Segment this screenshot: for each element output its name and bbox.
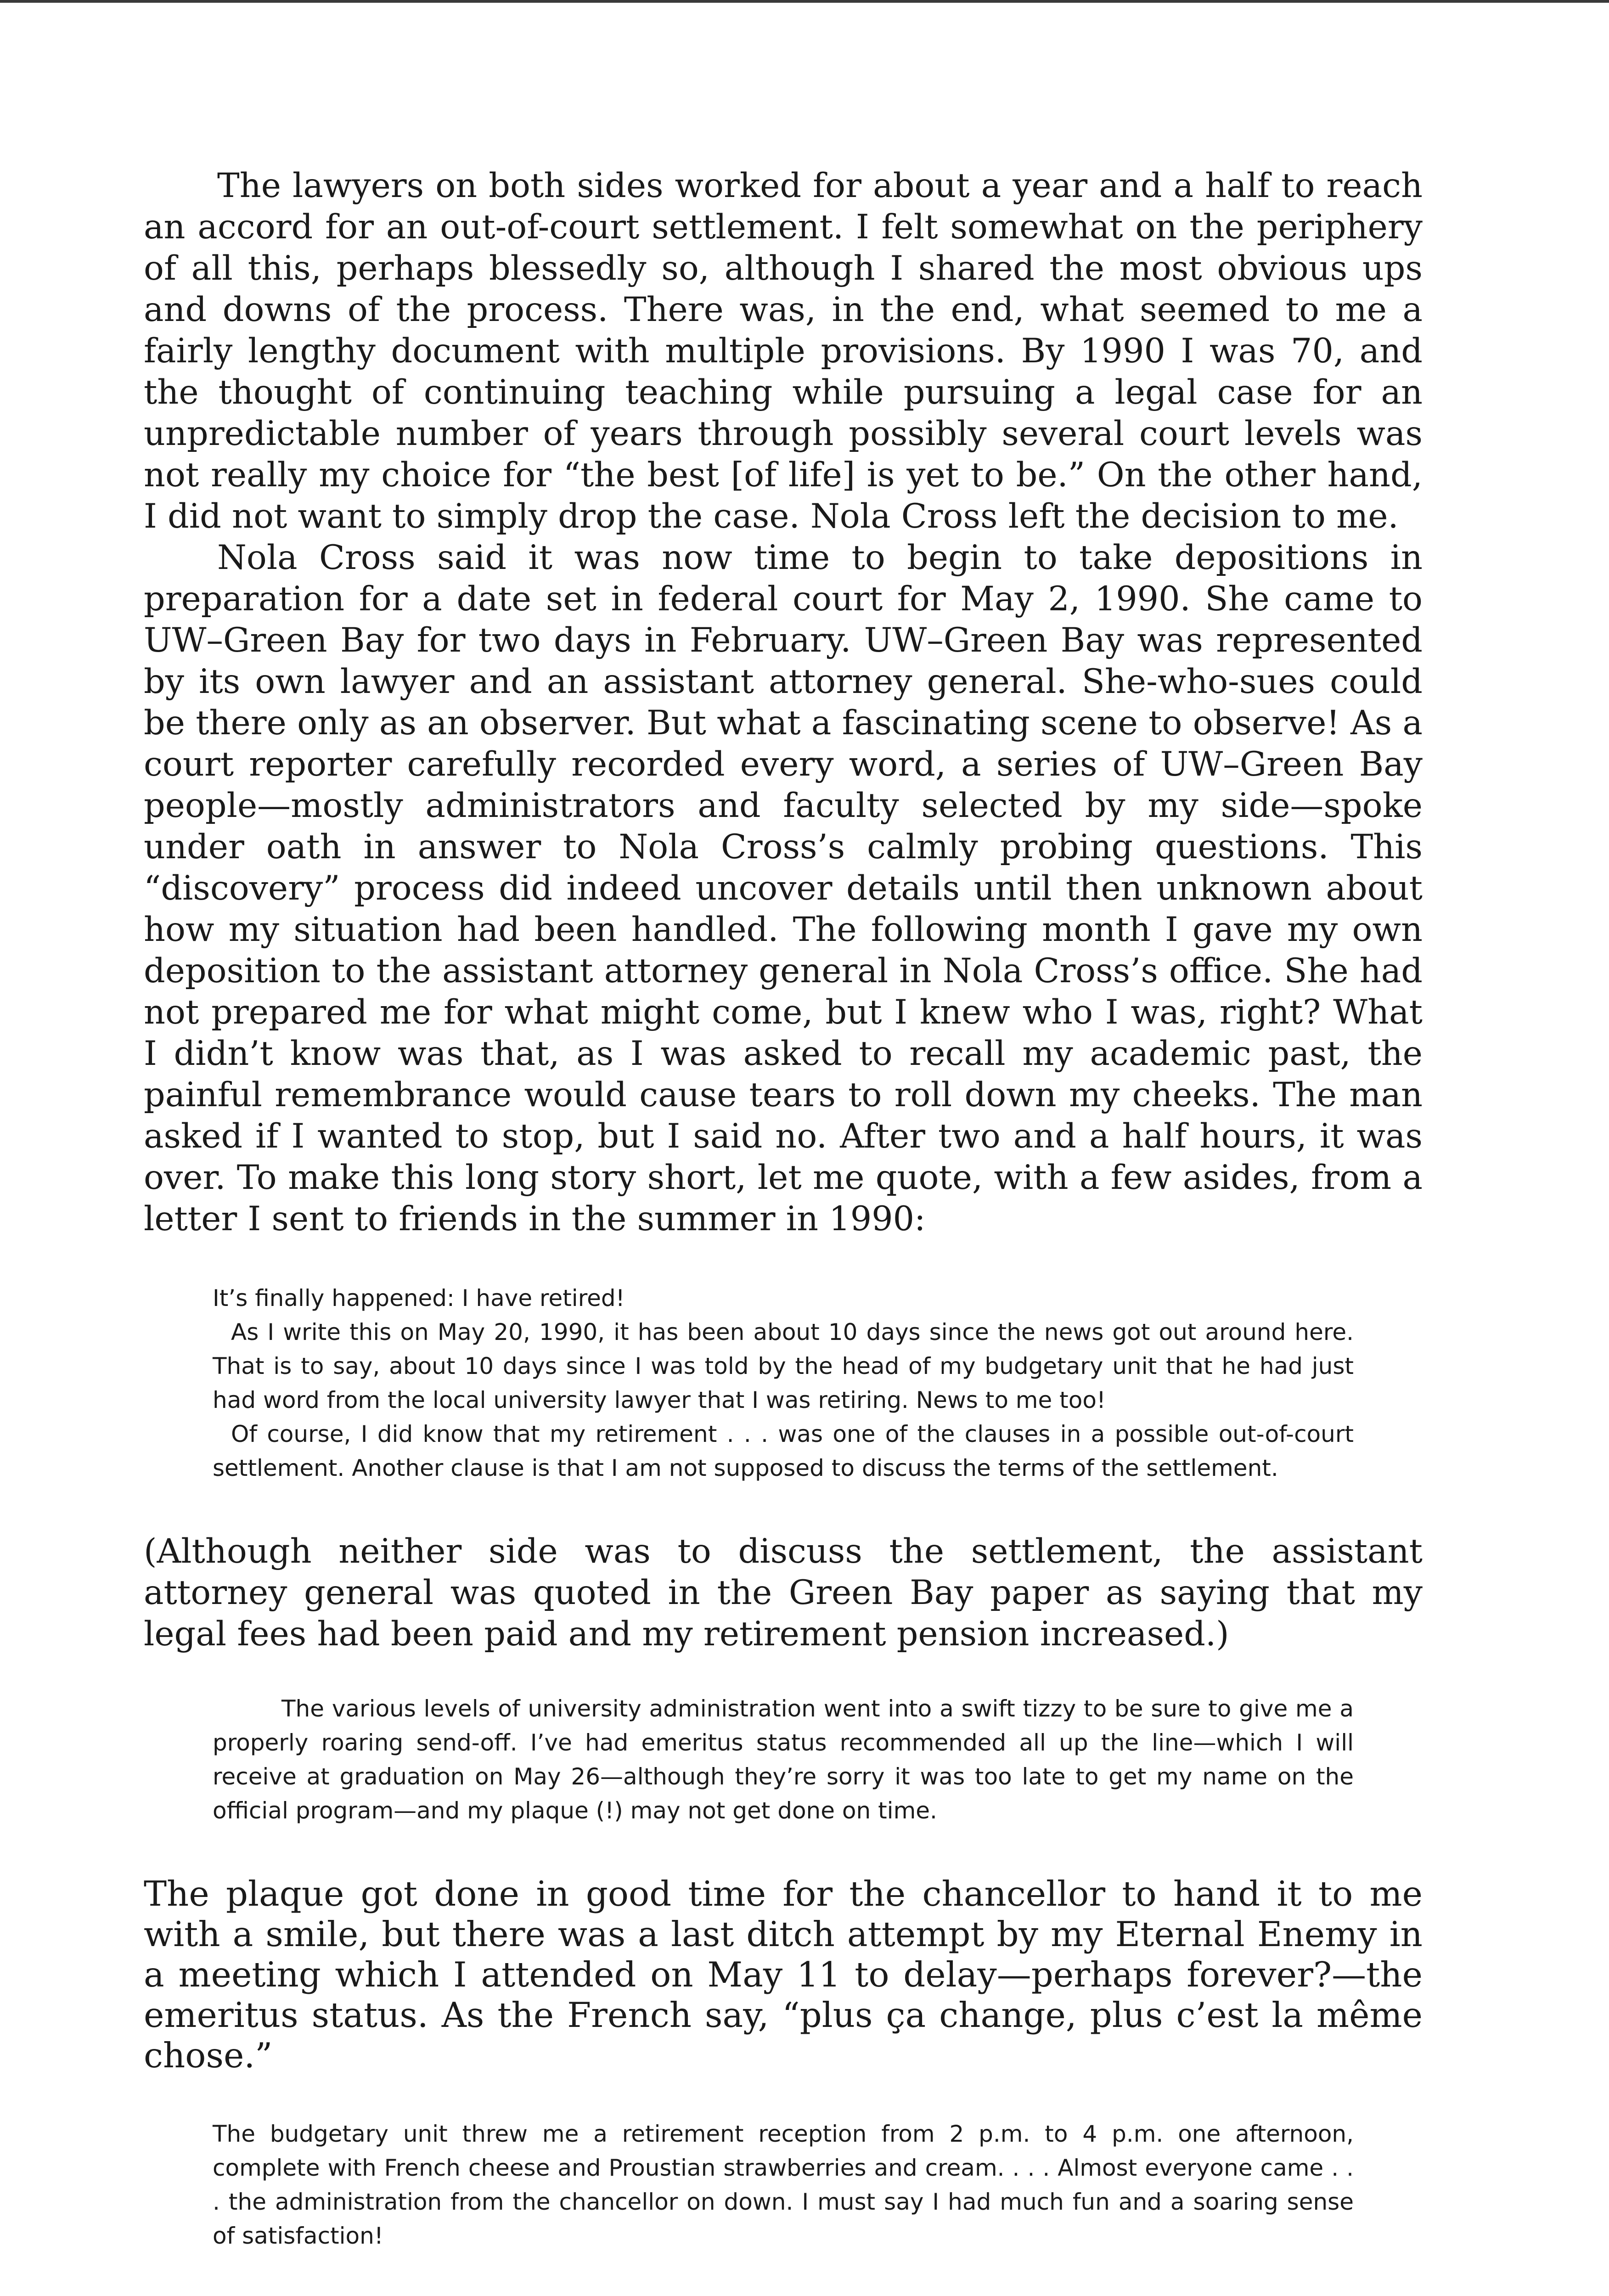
letter-line-retired: It’s finally happened: I have retired! bbox=[213, 1285, 625, 1311]
paragraph-plaque: The plaque got done in good time for the chancellor to hand it to me with a smile, but there was a last ditch attempt by my Eternal Enemy in a meeting which I attended on May 11 to delay—perhaps forever?—the emeritus status. As the French say, “plus ça change, plus c’est la même chose.” bbox=[144, 1874, 1423, 2076]
page-body bbox=[144, 165, 1423, 2253]
paragraph-aside-fees: (Although neither side was to discuss the settlement, the assistant attorney general was quoted in the Green Bay paper as saying that my legal fees had been paid and my retirement pension increased.) bbox=[144, 1532, 1423, 1654]
letter-excerpt-emeritus bbox=[144, 1692, 1423, 1828]
paragraph-depositions: Nola Cross said it was now time to begin to take depositions in preparation for a date set in federal court for May 2, 1990. She came to UW–Green Bay for two days in February. UW–Green Bay was represented by its own lawyer and an assistant attorney general. She-who-sues could be there only as an observer. But what a fascinating scene to observe! As a court reporter carefully recorded every word, a series of UW–Green Bay people—mostly administrators and faculty selected by my side—spoke under oath in answer to Nola Cross’s calmly probing questions. This “discovery” process did indeed uncover details until then unknown about how my situation had been handled. The following month I gave my own deposition to the assistant attorney general in Nola Cross’s office. She had not prepared me for what might come, but I knew who I was, right? What I didn’t know was that, as I was asked to recall my academic past, the painful remembrance would cause tears to roll down my cheeks. The man asked if I wanted to stop, but I said no. After two and a half hours, it was over. To make this long story short, let me quote, with a few asides, from a letter I sent to friends in the summer in 1990: bbox=[144, 538, 1423, 1238]
letter-line-news: As I write this on May 20, 1990, it has been about 10 days since the news got out around here. That is to say, about 10 days since I was told by the head of my budgetary unit that he had just had word from the local university lawyer that I was retiring. News to me too! bbox=[213, 1319, 1354, 1413]
letter-line-reception: The budgetary unit threw me a retirement reception from 2 p.m. to 4 p.m. one afternoon, complete with French cheese and Proustian strawberries and cream. . . . Almost everyone came . . . the administration from the chancellor on down. I must say I had much fun and a soaring sense of satisfaction! bbox=[213, 2121, 1354, 2249]
letter-line-clauses: Of course, I did know that my retirement . . . was one of the clauses in a possible out-of-court settlement. Another clause is that I am not supposed to discuss the terms of the settlement. bbox=[213, 1421, 1354, 1481]
paragraph-settlement: The lawyers on both sides worked for about a year and a half to reach an accord for an out-of-court settlement. I felt somewhat on the periphery of all this, perhaps blessedly so, although I shared the most obvious ups and downs of the process. There was, in the end, what seemed to me a fairly lengthy document with multiple provisions. By 1990 I was 70, and the thought of continuing teaching while pursuing a legal case for an unpredictable number of years through possibly several court levels was not really my choice for “the best [of life] is yet to be.” On the other hand, I did not want to simply drop the case. Nola Cross left the decision to me. bbox=[144, 166, 1423, 536]
letter-excerpt-reception bbox=[144, 2117, 1423, 2253]
letter-excerpt-retired bbox=[144, 1281, 1423, 1485]
top-rule bbox=[0, 0, 1609, 3]
letter-line-send-off: The various levels of university administration went into a swift tizzy to be sure to give me a properly roaring send-off. I’ve had emeritus status recommended all up the line—which I will receive at graduation on May 26—although they’re sorry it was too late to get my name on the official program—and my plaque (!) may not get done on time. bbox=[213, 1695, 1354, 1824]
